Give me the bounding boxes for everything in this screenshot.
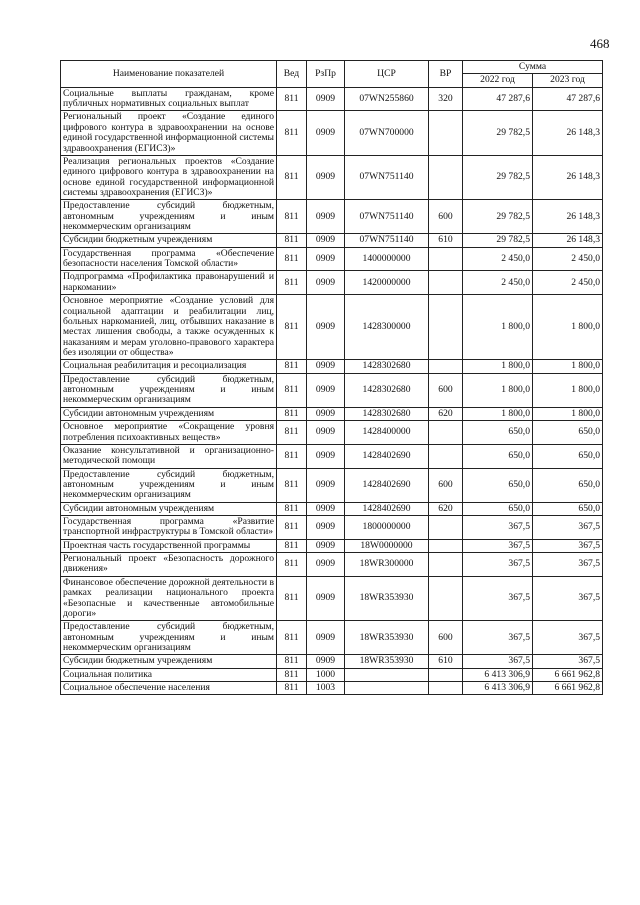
row-ved: 811 <box>277 87 307 111</box>
table-row <box>61 87 603 111</box>
row-rzpr: 0909 <box>307 553 345 577</box>
row-rzpr: 0909 <box>307 155 345 199</box>
row-vr <box>429 247 463 271</box>
row-ved: 811 <box>277 295 307 360</box>
row-sum-2022: 650,0 <box>463 444 533 468</box>
row-vr: 320 <box>429 87 463 111</box>
row-vr <box>429 444 463 468</box>
row-ved: 811 <box>277 516 307 540</box>
row-csr: 1428402690 <box>345 502 429 515</box>
header-rzpr: РзПр <box>307 61 345 88</box>
header-year-2023: 2023 год <box>533 74 603 87</box>
row-sum-2022: 29 782,5 <box>463 111 533 155</box>
row-name: Социальное обеспечение населения <box>61 682 277 695</box>
row-rzpr: 0909 <box>307 111 345 155</box>
row-csr: 07WN700000 <box>345 111 429 155</box>
row-name: Предоставление субсидий бюджетным, автономным учреждениям и иным некоммерческим организациям <box>61 373 277 407</box>
row-csr <box>345 682 429 695</box>
table-row <box>61 539 603 552</box>
row-rzpr: 0909 <box>307 87 345 111</box>
row-name: Субсидии бюджетным учреждениям <box>61 234 277 247</box>
table-row <box>61 468 603 502</box>
header-sum: Сумма <box>463 61 603 74</box>
row-sum-2023: 26 148,3 <box>533 155 603 199</box>
row-ved: 811 <box>277 111 307 155</box>
row-sum-2023: 1 800,0 <box>533 407 603 420</box>
row-name: Предоставление субсидий бюджетным, автономным учреждениям и иным некоммерческим организациям <box>61 200 277 234</box>
row-name: Социальные выплаты гражданам, кроме публичных нормативных социальных выплат <box>61 87 277 111</box>
row-name: Подпрограмма «Профилактика правонарушений и наркомании» <box>61 271 277 295</box>
row-rzpr: 0909 <box>307 271 345 295</box>
row-name: Оказание консультативной и организационно-методической помощи <box>61 444 277 468</box>
row-sum-2023: 367,5 <box>533 539 603 552</box>
header-vr: ВР <box>429 61 463 88</box>
row-rzpr: 0909 <box>307 516 345 540</box>
row-rzpr: 0909 <box>307 407 345 420</box>
row-vr: 610 <box>429 234 463 247</box>
row-name: Реализация региональных проектов «Создание единого цифрового контура в здравоохранении на основе единой государственной информационной системы здравоохранения (ЕГИСЗ)» <box>61 155 277 199</box>
header-year-2022: 2022 год <box>463 74 533 87</box>
row-csr: 1800000000 <box>345 516 429 540</box>
table-body <box>61 87 603 695</box>
row-name: Государственная программа «Обеспечение безопасности населения Томской области» <box>61 247 277 271</box>
row-sum-2023: 367,5 <box>533 553 603 577</box>
row-csr: 07WN751140 <box>345 200 429 234</box>
table-row <box>61 553 603 577</box>
row-sum-2023: 1 800,0 <box>533 295 603 360</box>
row-name: Субсидии бюджетным учреждениям <box>61 655 277 668</box>
row-sum-2022: 1 800,0 <box>463 360 533 373</box>
row-sum-2023: 1 800,0 <box>533 360 603 373</box>
header-row <box>61 61 603 74</box>
row-rzpr: 1000 <box>307 668 345 681</box>
row-csr: 1420000000 <box>345 271 429 295</box>
row-sum-2023: 367,5 <box>533 621 603 655</box>
row-name: Основное мероприятие «Создание условий для социальной адаптации и реабилитации лиц, больных наркоманией, лиц, отбывших наказание в местах лишения свободы, а также осужденных к наказаниям и мерам уголовно-правового характера без изоляции от общества» <box>61 295 277 360</box>
row-sum-2023: 6 661 962,8 <box>533 668 603 681</box>
row-name: Предоставление субсидий бюджетным, автономным учреждениям и иным некоммерческим организациям <box>61 621 277 655</box>
row-rzpr: 0909 <box>307 444 345 468</box>
row-name: Предоставление субсидий бюджетным, автономным учреждениям и иным некоммерческим организациям <box>61 468 277 502</box>
row-ved: 811 <box>277 621 307 655</box>
row-csr <box>345 668 429 681</box>
row-rzpr: 0909 <box>307 468 345 502</box>
row-sum-2023: 367,5 <box>533 516 603 540</box>
row-sum-2023: 367,5 <box>533 576 603 620</box>
row-name: Субсидии автономным учреждениям <box>61 407 277 420</box>
row-sum-2023: 367,5 <box>533 655 603 668</box>
row-sum-2022: 367,5 <box>463 539 533 552</box>
row-csr: 1428302680 <box>345 373 429 407</box>
row-csr: 07WN255860 <box>345 87 429 111</box>
row-sum-2022: 2 450,0 <box>463 271 533 295</box>
row-vr <box>429 516 463 540</box>
row-csr: 07WN751140 <box>345 155 429 199</box>
row-name: Основное мероприятие «Сокращение уровня потребления психоактивных веществ» <box>61 421 277 445</box>
row-sum-2022: 47 287,6 <box>463 87 533 111</box>
row-sum-2022: 6 413 306,9 <box>463 668 533 681</box>
row-vr <box>429 576 463 620</box>
row-rzpr: 0909 <box>307 200 345 234</box>
row-sum-2022: 29 782,5 <box>463 200 533 234</box>
table-row <box>61 682 603 695</box>
row-sum-2023: 650,0 <box>533 444 603 468</box>
row-vr <box>429 271 463 295</box>
row-ved: 811 <box>277 668 307 681</box>
page-number: 468 <box>590 36 610 51</box>
row-sum-2022: 367,5 <box>463 516 533 540</box>
row-sum-2023: 26 148,3 <box>533 111 603 155</box>
table-row <box>61 247 603 271</box>
row-ved: 811 <box>277 539 307 552</box>
row-vr <box>429 553 463 577</box>
row-ved: 811 <box>277 247 307 271</box>
table-row <box>61 111 603 155</box>
table-row <box>61 655 603 668</box>
row-vr: 600 <box>429 200 463 234</box>
row-sum-2022: 367,5 <box>463 576 533 620</box>
table-row <box>61 271 603 295</box>
row-sum-2022: 367,5 <box>463 621 533 655</box>
row-ved: 811 <box>277 421 307 445</box>
row-ved: 811 <box>277 407 307 420</box>
row-ved: 811 <box>277 576 307 620</box>
row-rzpr: 0909 <box>307 295 345 360</box>
header-csr: ЦСР <box>345 61 429 88</box>
row-name: Социальная реабилитация и ресоциализация <box>61 360 277 373</box>
row-vr: 600 <box>429 468 463 502</box>
row-ved: 811 <box>277 502 307 515</box>
row-sum-2023: 2 450,0 <box>533 271 603 295</box>
table-row <box>61 295 603 360</box>
row-sum-2023: 650,0 <box>533 468 603 502</box>
row-sum-2023: 6 661 962,8 <box>533 682 603 695</box>
row-rzpr: 0909 <box>307 360 345 373</box>
row-sum-2022: 1 800,0 <box>463 373 533 407</box>
row-vr: 600 <box>429 621 463 655</box>
row-vr: 620 <box>429 502 463 515</box>
table-row <box>61 155 603 199</box>
table-row <box>61 576 603 620</box>
table-row <box>61 621 603 655</box>
row-vr <box>429 539 463 552</box>
row-sum-2023: 650,0 <box>533 502 603 515</box>
row-rzpr: 0909 <box>307 373 345 407</box>
row-ved: 811 <box>277 655 307 668</box>
row-ved: 811 <box>277 373 307 407</box>
row-vr <box>429 360 463 373</box>
row-sum-2023: 1 800,0 <box>533 373 603 407</box>
row-sum-2023: 26 148,3 <box>533 200 603 234</box>
row-csr: 1428302680 <box>345 360 429 373</box>
header-name: Наименование показателей <box>61 61 277 88</box>
row-rzpr: 0909 <box>307 621 345 655</box>
row-vr <box>429 668 463 681</box>
row-ved: 811 <box>277 468 307 502</box>
table-row <box>61 373 603 407</box>
budget-table <box>60 60 603 695</box>
row-name: Государственная программа «Развитие транспортной инфраструктуры в Томской области» <box>61 516 277 540</box>
table-row <box>61 407 603 420</box>
row-vr: 610 <box>429 655 463 668</box>
row-rzpr: 0909 <box>307 655 345 668</box>
row-sum-2022: 1 800,0 <box>463 407 533 420</box>
row-name: Социальная политика <box>61 668 277 681</box>
table-row <box>61 200 603 234</box>
row-sum-2022: 2 450,0 <box>463 247 533 271</box>
row-sum-2022: 6 413 306,9 <box>463 682 533 695</box>
row-sum-2022: 650,0 <box>463 468 533 502</box>
table-row <box>61 516 603 540</box>
row-sum-2022: 650,0 <box>463 502 533 515</box>
row-rzpr: 0909 <box>307 502 345 515</box>
row-ved: 811 <box>277 682 307 695</box>
row-name: Субсидии автономным учреждениям <box>61 502 277 515</box>
row-vr <box>429 421 463 445</box>
row-sum-2023: 2 450,0 <box>533 247 603 271</box>
table-row <box>61 502 603 515</box>
row-name: Проектная часть государственной программы <box>61 539 277 552</box>
row-vr: 600 <box>429 373 463 407</box>
row-csr: 1428400000 <box>345 421 429 445</box>
row-csr: 1428402690 <box>345 444 429 468</box>
row-vr <box>429 682 463 695</box>
row-csr: 1428302680 <box>345 407 429 420</box>
row-sum-2022: 367,5 <box>463 553 533 577</box>
row-ved: 811 <box>277 234 307 247</box>
row-csr: 07WN751140 <box>345 234 429 247</box>
row-name: Финансовое обеспечение дорожной деятельности в рамках реализации национального проекта «Безопасные и качественные автомобильные дороги» <box>61 576 277 620</box>
row-sum-2023: 26 148,3 <box>533 234 603 247</box>
row-csr: 18W0000000 <box>345 539 429 552</box>
row-name: Региональный проект «Безопасность дорожного движения» <box>61 553 277 577</box>
row-vr: 620 <box>429 407 463 420</box>
row-csr: 1400000000 <box>345 247 429 271</box>
row-csr: 1428402690 <box>345 468 429 502</box>
row-rzpr: 0909 <box>307 539 345 552</box>
row-sum-2022: 1 800,0 <box>463 295 533 360</box>
row-csr: 1428300000 <box>345 295 429 360</box>
row-ved: 811 <box>277 360 307 373</box>
row-ved: 811 <box>277 444 307 468</box>
row-sum-2022: 367,5 <box>463 655 533 668</box>
row-sum-2023: 47 287,6 <box>533 87 603 111</box>
row-csr: 18WR353930 <box>345 621 429 655</box>
row-csr: 18WR353930 <box>345 576 429 620</box>
row-sum-2022: 29 782,5 <box>463 234 533 247</box>
header-ved: Вед <box>277 61 307 88</box>
row-ved: 811 <box>277 200 307 234</box>
row-ved: 811 <box>277 553 307 577</box>
row-rzpr: 1003 <box>307 682 345 695</box>
row-csr: 18WR353930 <box>345 655 429 668</box>
table-row <box>61 421 603 445</box>
table-row <box>61 668 603 681</box>
row-csr: 18WR300000 <box>345 553 429 577</box>
table-row <box>61 360 603 373</box>
row-ved: 811 <box>277 271 307 295</box>
row-rzpr: 0909 <box>307 421 345 445</box>
row-ved: 811 <box>277 155 307 199</box>
row-rzpr: 0909 <box>307 247 345 271</box>
row-name: Региональный проект «Создание единого цифрового контура в здравоохранении на основе единой государственной информационной системы здравоохранения (ЕГИСЗ)» <box>61 111 277 155</box>
row-vr <box>429 111 463 155</box>
row-sum-2023: 650,0 <box>533 421 603 445</box>
row-rzpr: 0909 <box>307 234 345 247</box>
row-sum-2022: 650,0 <box>463 421 533 445</box>
table-row <box>61 444 603 468</box>
row-sum-2022: 29 782,5 <box>463 155 533 199</box>
table-row <box>61 234 603 247</box>
row-vr <box>429 295 463 360</box>
row-vr <box>429 155 463 199</box>
row-rzpr: 0909 <box>307 576 345 620</box>
